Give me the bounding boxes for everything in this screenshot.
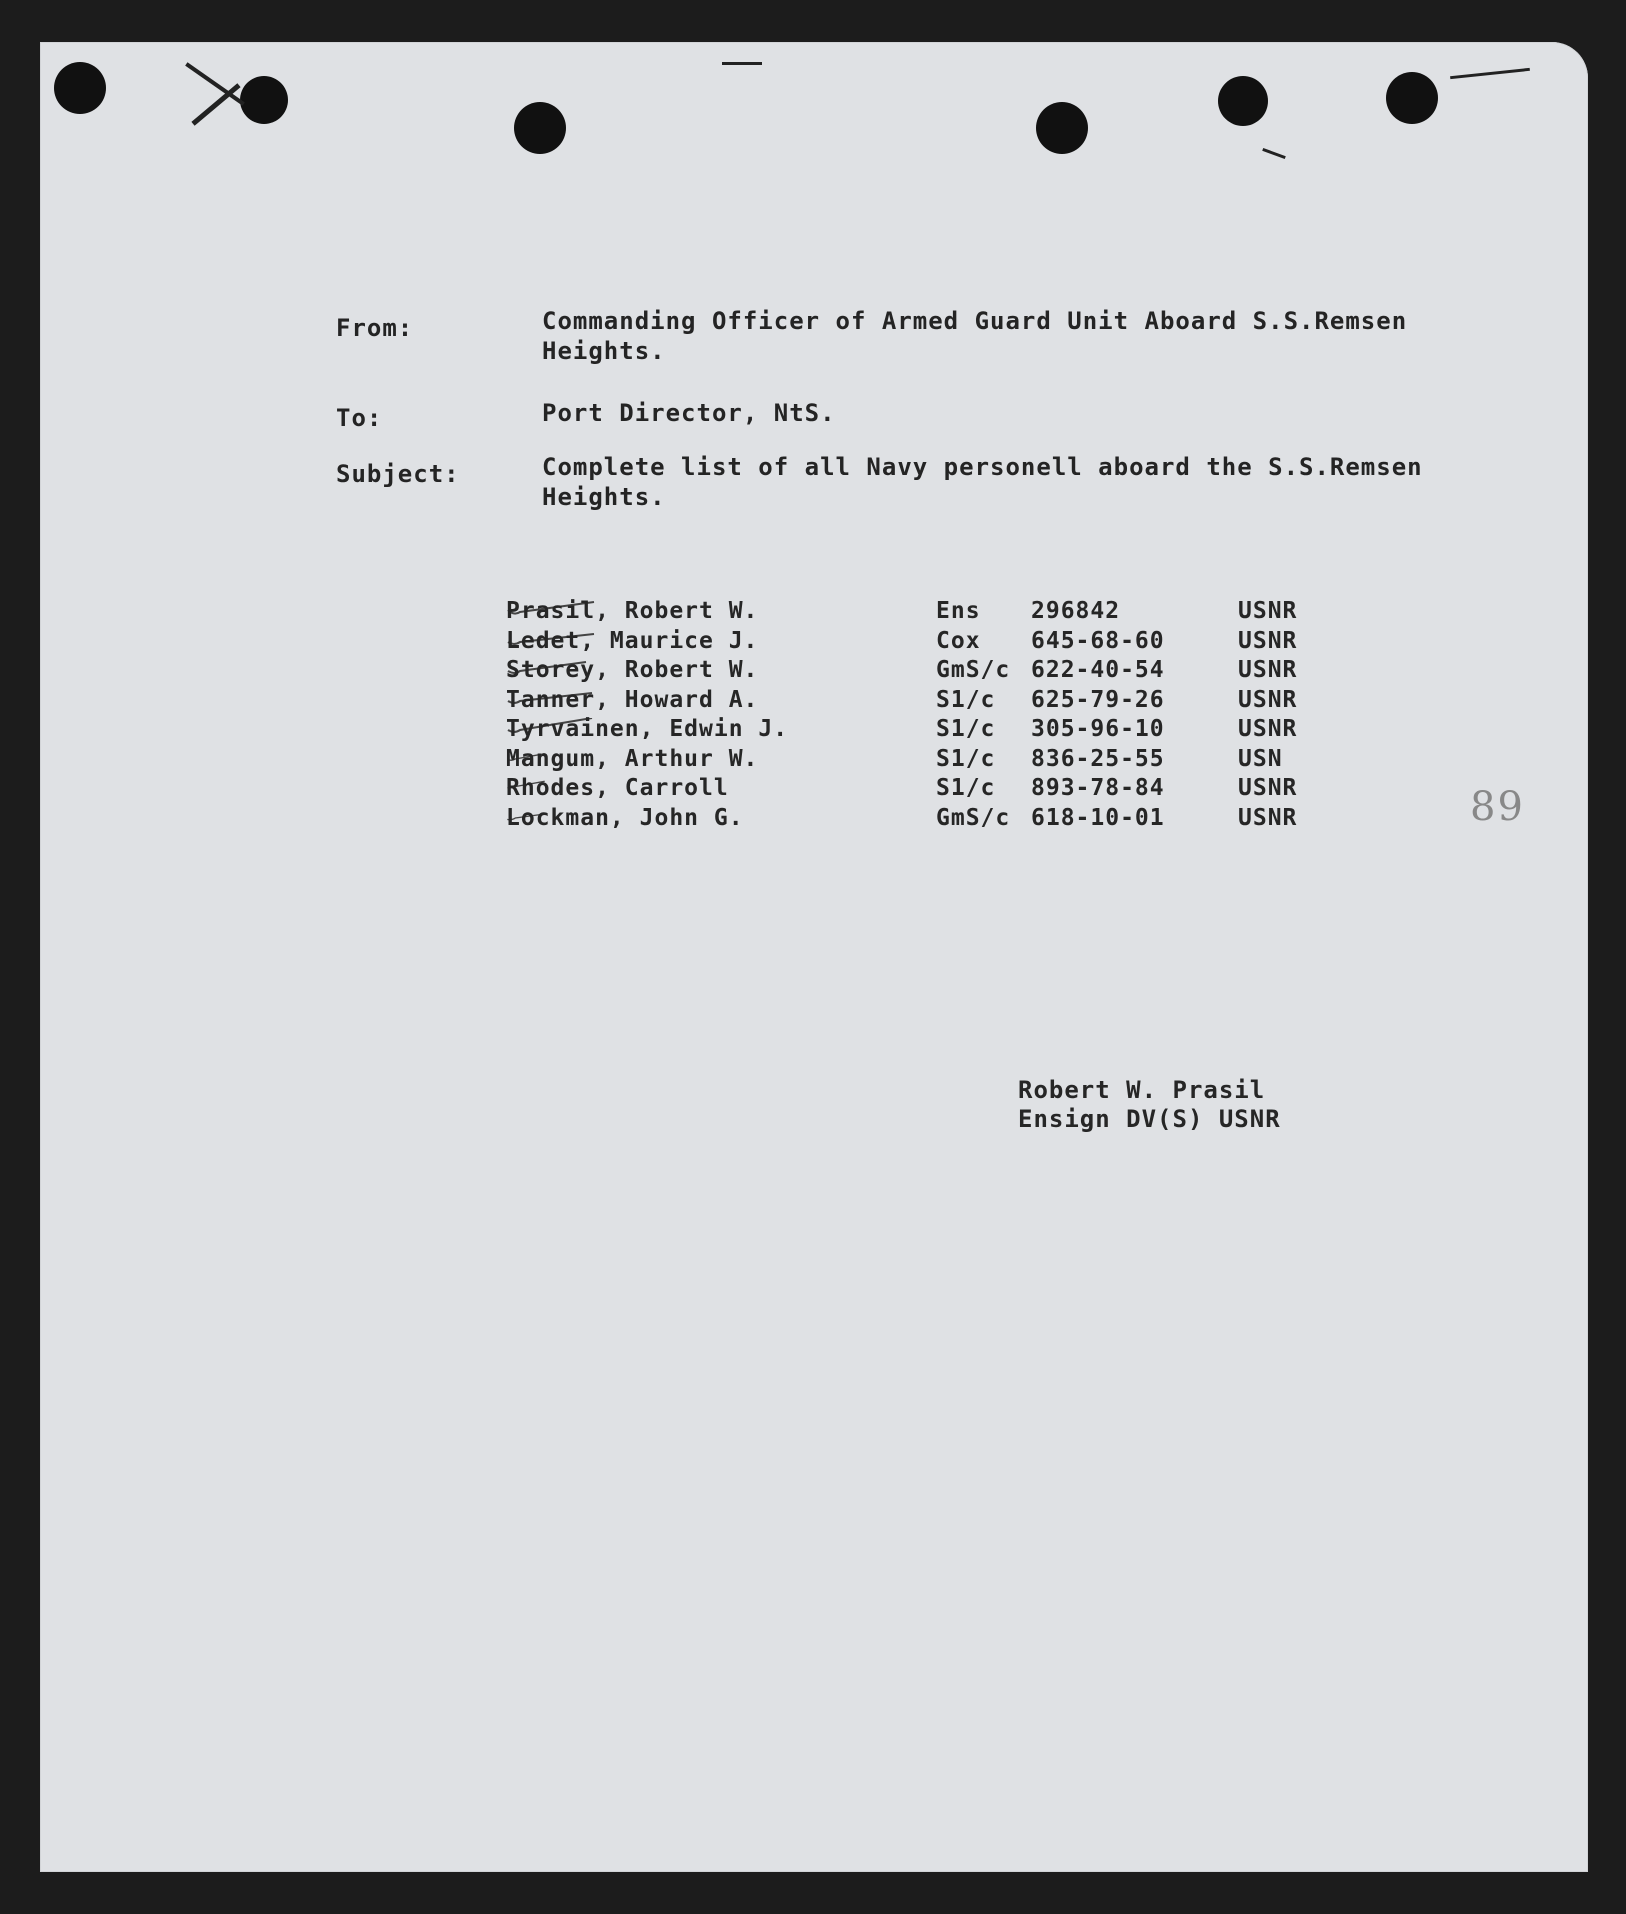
personnel-row [506, 746, 1366, 776]
personnel-rate: GmS/c [936, 657, 1011, 683]
personnel-name: Tanner, Howard A. [506, 686, 759, 713]
personnel-name: Rhodes, Carroll [506, 775, 729, 801]
personnel-branch: USNR [1238, 775, 1298, 801]
to-label: To: [336, 404, 383, 432]
personnel-list [506, 598, 1366, 834]
personnel-row [506, 628, 1366, 658]
signature-title: Ensign DV(S) USNR [1018, 1105, 1281, 1133]
personnel-name: Ledet, Maurice J. [506, 627, 759, 654]
punch-hole [1036, 102, 1088, 154]
personnel-service-number: 893-78-84 [1031, 775, 1165, 801]
personnel-rate: Cox [936, 627, 981, 654]
to-text: Port Director, NtS. [542, 399, 836, 427]
personnel-row [506, 598, 1366, 628]
punch-hole [54, 62, 106, 114]
from-text: Commanding Officer of Armed Guard Unit Aboard S.S.Remsen Heights. [542, 307, 1408, 365]
personnel-rate: S1/c [936, 716, 996, 742]
personnel-branch: USNR [1238, 598, 1298, 624]
personnel-name: Lockman, John G. [506, 804, 744, 831]
personnel-service-number: 625-79-26 [1031, 686, 1165, 713]
personnel-name: Prasil, Robert W. [506, 598, 759, 624]
personnel-service-number: 305-96-10 [1031, 716, 1165, 742]
punch-hole [1386, 72, 1438, 124]
personnel-branch: USN [1238, 745, 1283, 772]
ink-mark [1262, 148, 1286, 159]
personnel-branch: USNR [1238, 657, 1298, 683]
personnel-rate: GmS/c [936, 804, 1011, 831]
personnel-row [506, 775, 1366, 805]
ink-mark [1450, 68, 1530, 79]
personnel-row [506, 716, 1366, 746]
personnel-branch: USNR [1238, 716, 1298, 742]
subject-text: Complete list of all Navy personell aboard the S.S.Remsen Heights. [542, 453, 1423, 511]
personnel-service-number: 618-10-01 [1031, 804, 1165, 831]
personnel-name: Storey, Robert W. [506, 657, 759, 683]
personnel-rate: Ens [936, 598, 981, 624]
personnel-service-number: 296842 [1031, 598, 1121, 624]
signature-block [1018, 1076, 1281, 1134]
personnel-service-number: 645-68-60 [1031, 627, 1165, 654]
personnel-row [506, 657, 1366, 687]
page-number: 89 [1470, 784, 1525, 830]
personnel-name: Mangum, Arthur W. [506, 745, 759, 772]
personnel-rate: S1/c [936, 745, 996, 772]
personnel-row [506, 805, 1366, 835]
signature-name: Robert W. Prasil [1018, 1076, 1266, 1104]
personnel-rate: S1/c [936, 686, 996, 713]
personnel-branch: USNR [1238, 686, 1298, 713]
personnel-branch: USNR [1238, 627, 1298, 654]
personnel-service-number: 622-40-54 [1031, 657, 1165, 683]
personnel-row [506, 687, 1366, 717]
personnel-branch: USNR [1238, 804, 1298, 831]
punch-hole [1218, 76, 1268, 126]
personnel-name: Tyrvainen, Edwin J. [506, 716, 789, 742]
ink-mark [722, 62, 762, 65]
subject-label: Subject: [336, 460, 460, 488]
personnel-rate: S1/c [936, 775, 996, 801]
ink-mark [191, 83, 240, 125]
personnel-service-number: 836-25-55 [1031, 745, 1165, 772]
punch-hole [240, 76, 288, 124]
document-page [40, 42, 1588, 1872]
from-label: From: [336, 314, 414, 342]
punch-hole [514, 102, 566, 154]
